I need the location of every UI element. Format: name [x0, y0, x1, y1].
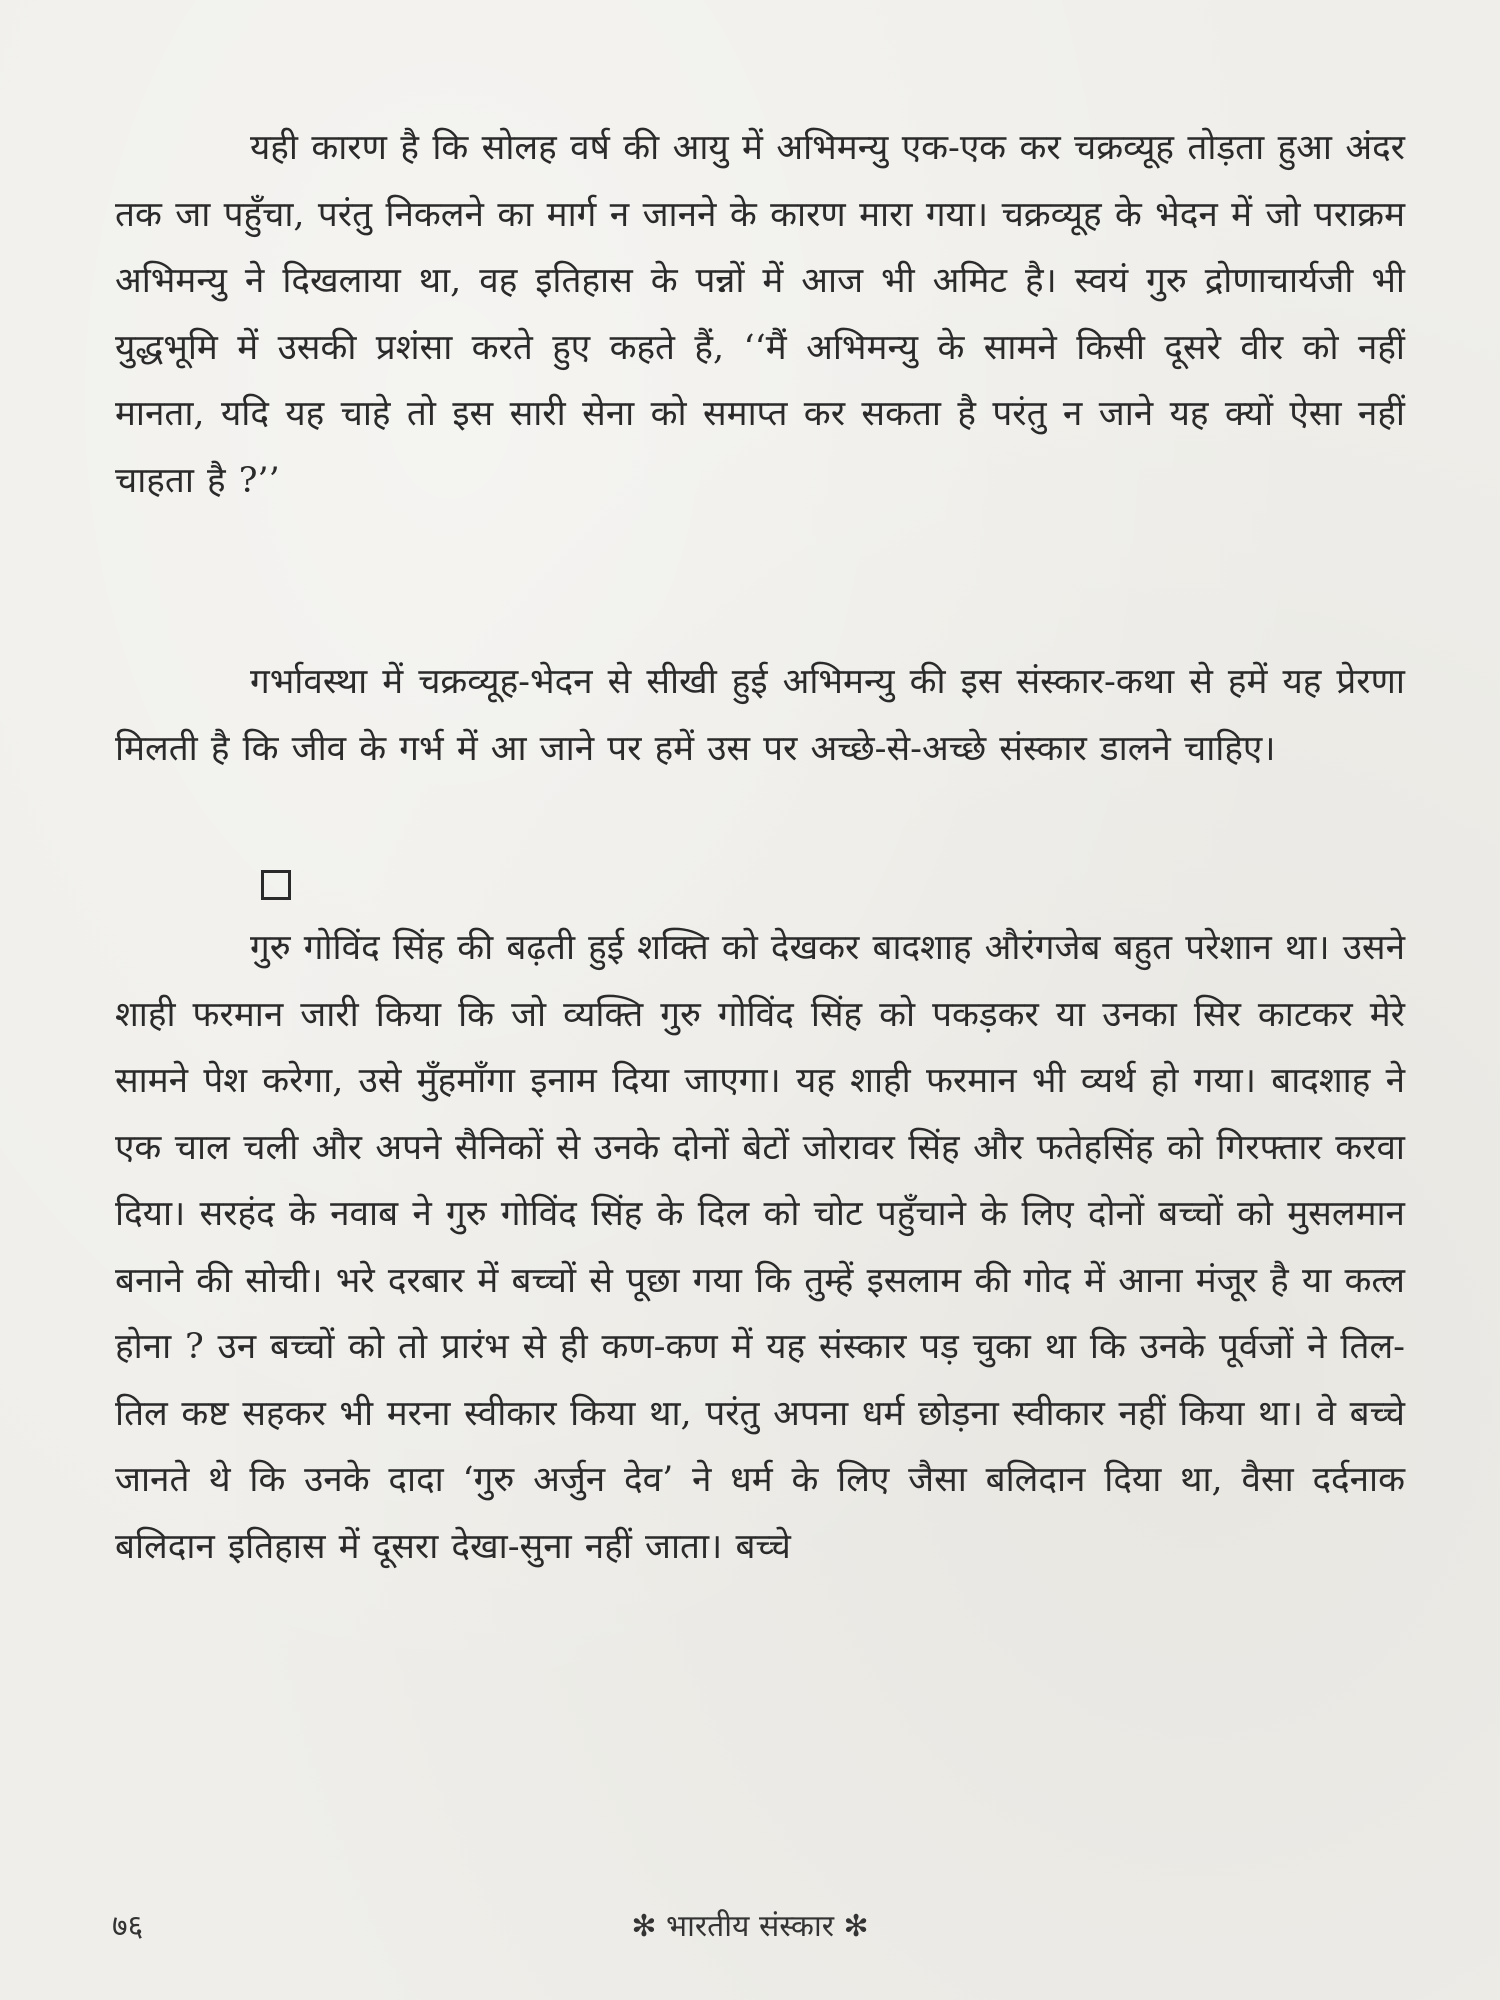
- paragraph-text: गुरु गोविंद सिंह की बढ़ती हुई शक्ति को देखकर बादशाह औरंगजेब बहुत परेशान था। उसने शाही फरमान जारी किया कि जो व्यक्ति गुरु गोविंद सिंह को पकड़कर या उनका सिर काटकर मेरे सामने पेश करेगा, उसे मुँहमाँगा इनाम दिया जाएगा। यह शाही फरमान भी व्यर्थ हो गया। बादशाह ने एक चाल चली और अपने सैनिकों से उनके दोनों बेटों जोरावर सिंह और फतेहसिंह को गिरफ्तार करवा दिया। सरहंद के नवाब ने गुरु गोविंद सिंह के दिल को चोट पहुँचाने के लिए दोनों बच्चों को मुसलमान बनाने की सोची। भरे दरबार में बच्चों से पूछा गया कि तुम्हें इसलाम की गोद में आना मंजूर है या कत्ल होना ? उन बच्चों को तो प्रारंभ से ही कण-कण में यह संस्कार पड़ चुका था कि उनके पूर्वजों ने तिल-तिल कष्ट सहकर भी मरना स्वीकार किया था, परंतु अपना धर्म छोड़ना स्वीकार नहीं किया था। वे बच्चे जानते थे कि उनके दादा ‘गुरु अर्जुन देव’ ने धर्म के लिए जैसा बलिदान दिया था, वैसा दर्दनाक बलिदान इतिहास में दूसरा देखा-सुना नहीं जाता। बच्चे: [115, 928, 1405, 1567]
- paragraph-garbh-sanskar: [115, 649, 1405, 782]
- paragraph-text: यही कारण है कि सोलह वर्ष की आयु में अभिमन्यु एक-एक कर चक्रव्यूह तोड़ता हुआ अंदर तक जा पहुँचा, परंतु निकलने का मार्ग न जानने के कारण मारा गया। चक्रव्यूह के भेदन में जो पराक्रम अभिमन्यु ने दिखलाया था, वह इतिहास के पन्नों में आज भी अमिट है। स्वयं गुरु द्रोणाचार्यजी भी युद्धभूमि में उसकी प्रशंसा करते हुए कहते हैं, ‘‘मैं अभिमन्यु के सामने किसी दूसरे वीर को नहीं मानता, यदि यह चाहे तो इस सारी सेना को समाप्त कर सकता है परंतु न जाने यह क्यों ऐसा नहीं चाहता है ?’’: [115, 128, 1405, 501]
- paragraph-text: गर्भावस्था में चक्रव्यूह-भेदन से सीखी हुई अभिमन्यु की इस संस्कार-कथा से हमें यह प्रेरणा मिलती है कि जीव के गर्भ में आ जाने पर हमें उस पर अच्छे-से-अच्छे संस्कार डालने चाहिए।: [115, 662, 1405, 769]
- page-number: ७६: [112, 1909, 144, 1944]
- paragraph-guru-gobind-singh: [115, 915, 1405, 1580]
- paragraph-abhimanyu-valor: [115, 115, 1405, 514]
- running-footer-title: ✻ भारतीय संस्कार ✻: [631, 1909, 869, 1944]
- section-end-square-icon: [261, 870, 291, 900]
